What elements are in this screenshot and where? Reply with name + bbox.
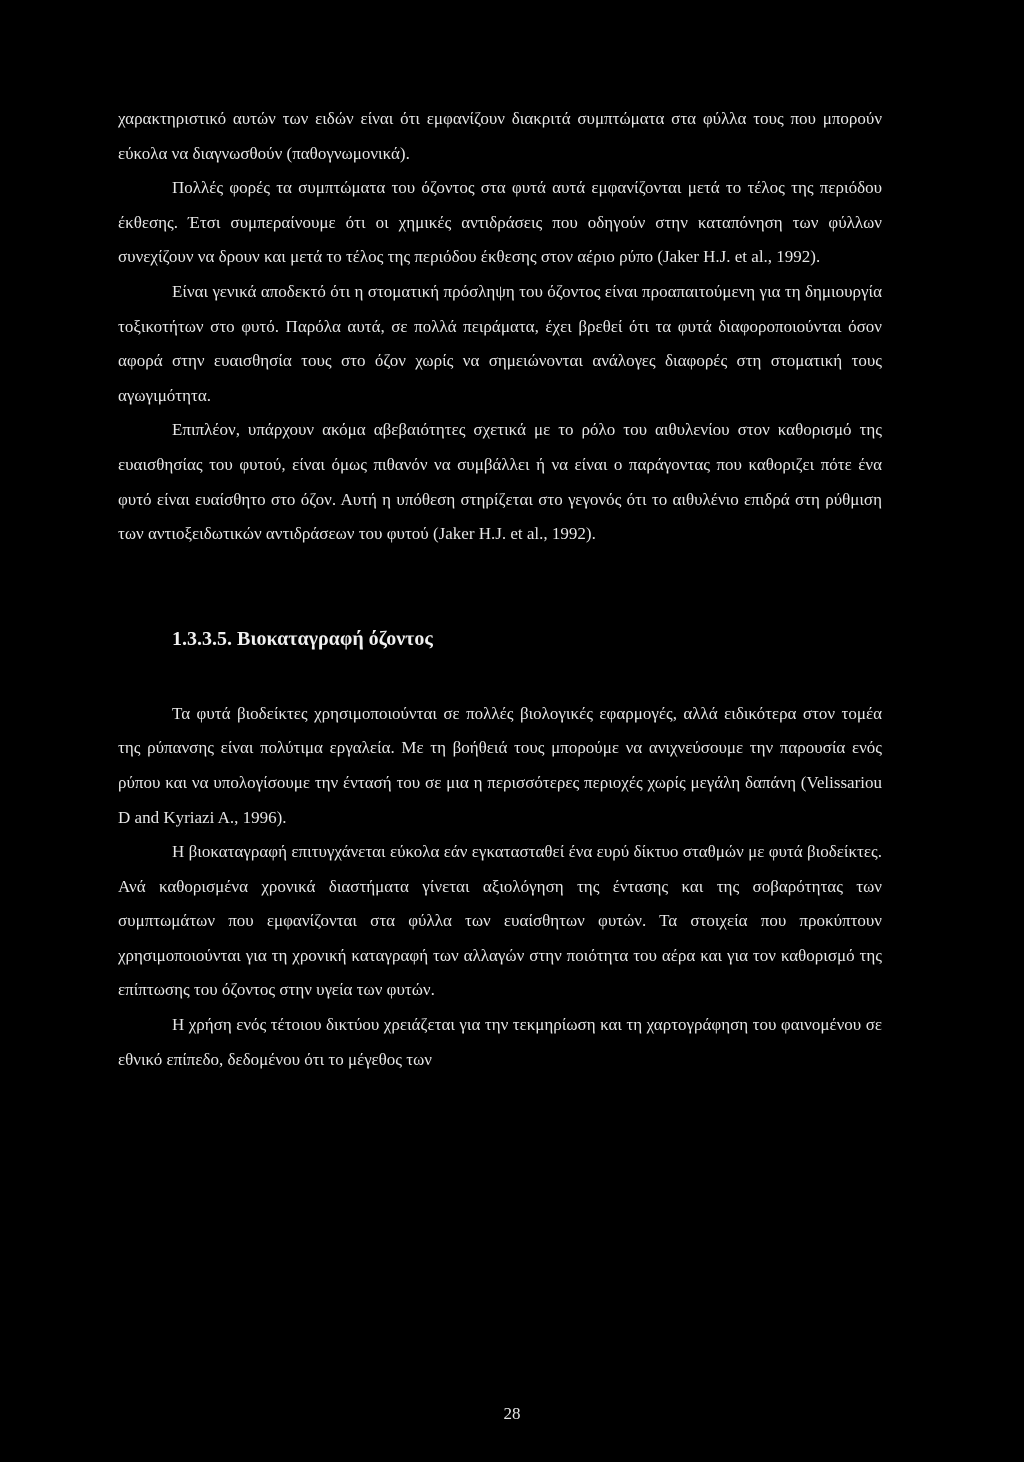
section-heading: 1.3.3.5. Βιοκαταγραφή όζοντος: [172, 627, 433, 650]
page-number: 28: [503, 1404, 521, 1423]
document-page: [118, 102, 882, 1077]
paragraph-4: Επιπλέον, υπάρχουν ακόμα αβεβαιότητες σχετικά με το ρόλο του αιθυλενίου στον καθορισμό της ευαισθησίας του φυτού, είναι όμως πιθανόν να συμβάλλει ή να είναι ο παράγοντας που καθοριζει πότε ένα φυτό είναι ευαίσθητο στο όζον. Αυτή η υπόθεση στηρίζεται στο γεγονός ότι το αιθυλένιο επιδρά στη ρύθμιση των αντιοξειδωτικών αντιδράσεων του φυτού (Jaker H.J. et al., 1992).: [118, 420, 882, 544]
paragraph-1: χαρακτηριστικό αυτών των ειδών είναι ότι εμφανίζουν διακριτά συμπτώματα στα φύλλα τους που μπορούν εύκολα να διαγνωσθούν (παθογνωμονικά).: [118, 109, 882, 163]
section-paragraph-3: Η χρήση ενός τέτοιου δικτύου χρειάζεται για την τεκμηρίωση και τη χαρτογράφηση του φαινομένου σε εθνικό επίπεδο, δεδομένου ότι το μέγεθος των: [118, 1015, 882, 1069]
section-paragraph-2: Η βιοκαταγραφή επιτυγχάνεται εύκολα εάν εγκατασταθεί ένα ευρύ δίκτυο σταθμών με φυτά βιοδείκτες. Ανά καθορισμένα χρονικά διαστήματα γίνεται αξιολόγηση της έντασης και της σοβαρότητας των συμπτωμάτων που εμφανίζονται στα φύλλα των ευαίσθητων φυτών. Τα στοιχεία που προκύπτουν χρησιμοποιούνται για τη χρονική καταγραφή των αλλαγών στην ποιότητα του αέρα και για τον καθορισμό της επίπτωσης του όζοντος στην υγεία των φυτών.: [118, 842, 882, 1000]
paragraph-3: Είναι γενικά αποδεκτό ότι η στοματική πρόσληψη του όζοντος είναι προαπαιτούμενη για τη δημιουργία τοξικοτήτων στο φυτό. Παρόλα αυτά, σε πολλά πειράματα, έχει βρεθεί ότι τα φυτά διαφοροποιούνται όσον αφορά στην ευαισθησία τους στο όζον χωρίς να σημειώνονται ανάλογες διαφορές στη στοματική τους αγωγιμότητα.: [118, 281, 882, 405]
section-paragraph-1: Τα φυτά βιοδείκτες χρησιμοποιούνται σε πολλές βιολογικές εφαρμογές, αλλά ειδικότερα στον τομέα της ρύπανσης είναι πολύτιμα εργαλεία. Με τη βοήθειά τους μπορούμε να ανιχνεύσουμε την παρουσία ενός ρύπου και να υπολογίσουμε την έντασή του σε μια η περισσότερες περιοχές χωρίς μεγάλη δαπάνη (Velissariou D and Kyriazi A., 1996).: [118, 703, 882, 827]
paragraph-2: Πολλές φορές τα συμπτώματα του όζοντος στα φυτά αυτά εμφανίζονται μετά το τέλος της περιόδου έκθεσης. Έτσι συμπεραίνουμε ότι οι χημικές αντιδράσεις που οδηγούν στην καταπόνηση των φύλλων συνεχίζουν να δρουν και μετά το τέλος της περιόδου έκθεσης στον αέριο ρύπο (Jaker H.J. et al., 1992).: [118, 178, 882, 267]
